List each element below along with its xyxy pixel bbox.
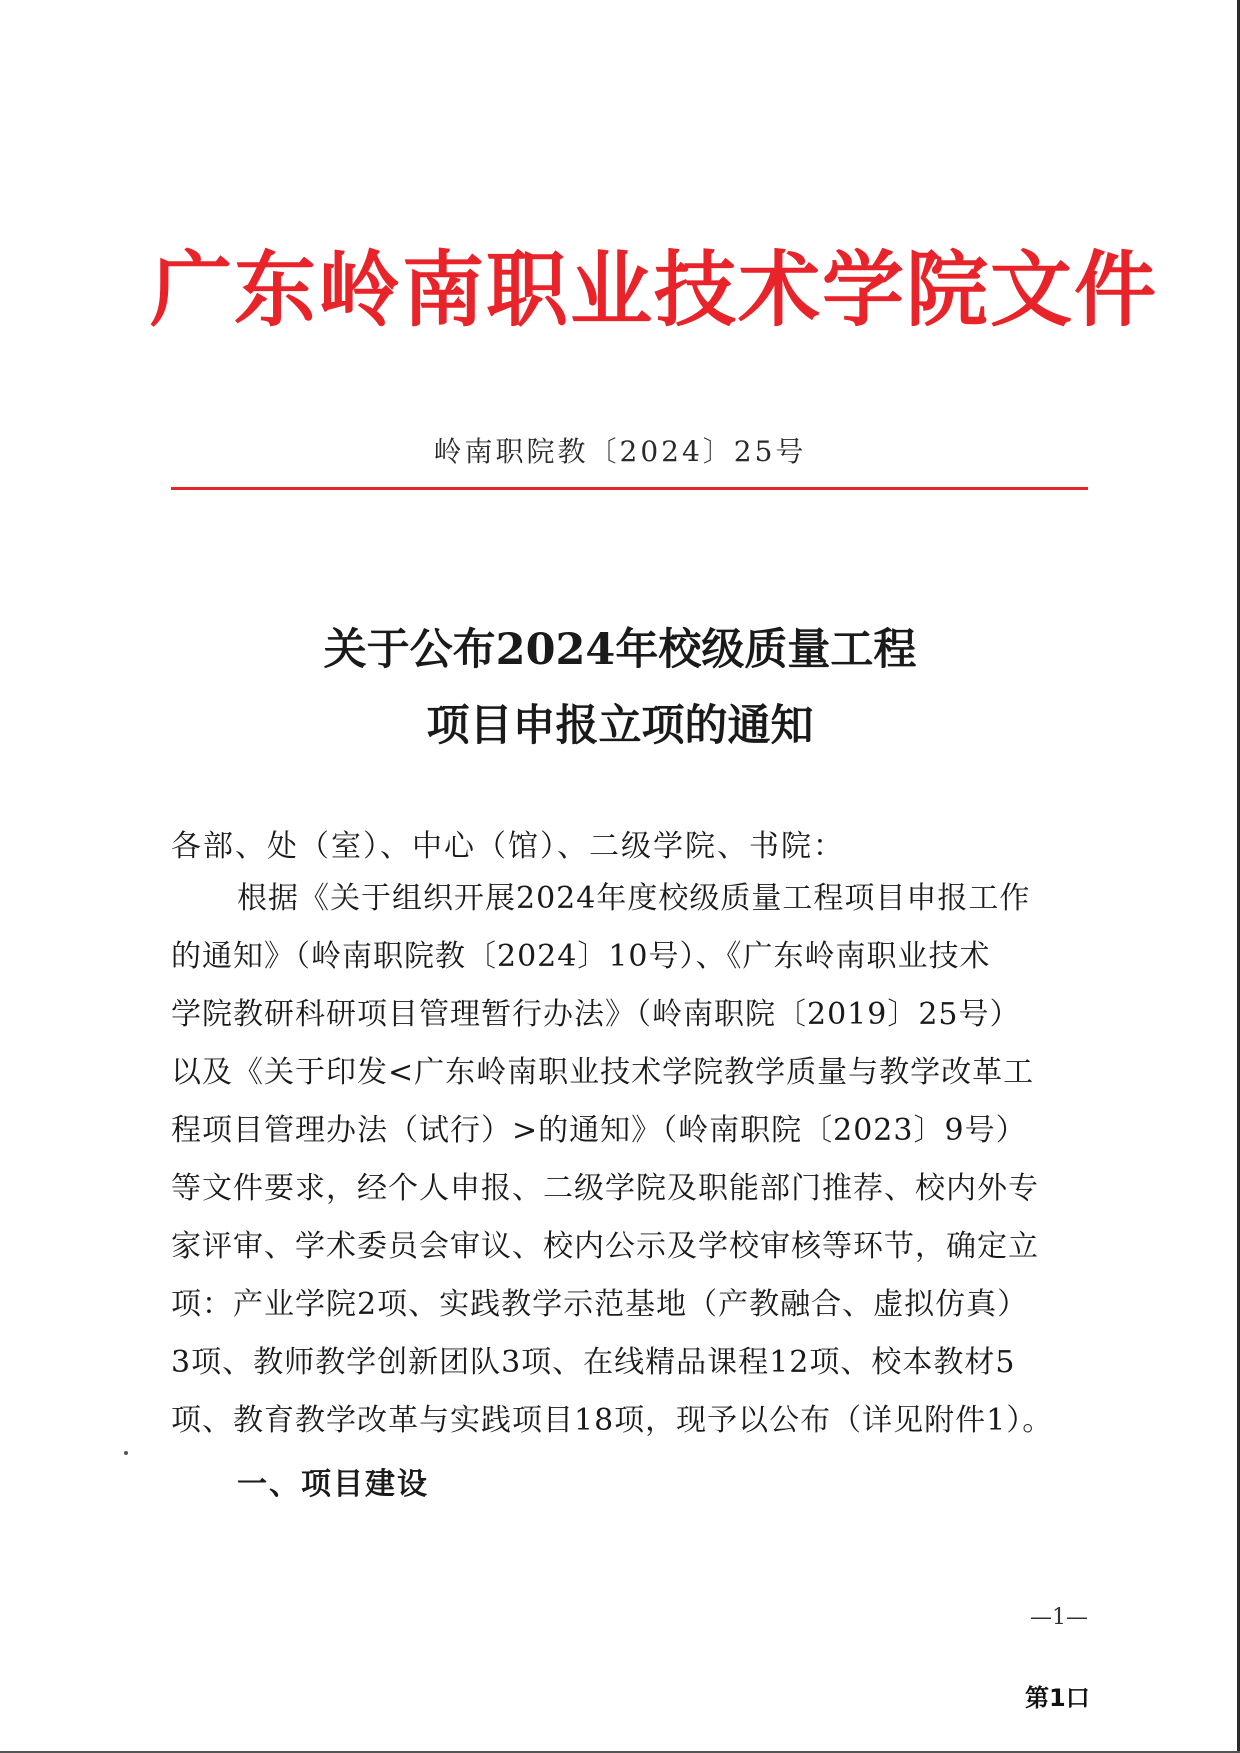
body-line: 家评审、学术委员会审议、校内公示及学校审核等环节，确定立 — [171, 1229, 1039, 1264]
body-line: 学院教研科研项目管理暂行办法》（岭南职院〔2019〕25号） — [171, 997, 1021, 1032]
body-paragraph — [171, 870, 1101, 1450]
page-number-marker: —1— — [1030, 1605, 1088, 1630]
scan-speck — [124, 1451, 128, 1455]
body-line: 的通知》（岭南职院教〔2024〕10号）、《广东岭南职业技术 — [171, 939, 991, 974]
body-line: 等文件要求，经个人申报、二级学院及职能部门推荐、校内外专 — [171, 1171, 1039, 1206]
body-line: 程项目管理办法（试行）>的通知》（岭南职院〔2023〕9号） — [171, 1113, 1027, 1148]
addressee: 各部、处（室）、中心（馆）、二级学院、书院： — [171, 829, 845, 864]
document-header-title: 广东岭南职业技术学院文件 — [150, 242, 1159, 338]
notice-title — [150, 612, 1090, 764]
page-counter: 第1口 — [1025, 1684, 1090, 1712]
body-line: 根据《关于组织开展2024年度校级质量工程项目申报工作 — [237, 881, 1031, 916]
header-divider — [171, 487, 1088, 490]
body-line: 3项、教师教学创新团队3项、在线精品课程12项、校本教材5 — [171, 1345, 1016, 1380]
body-line: 项：产业学院2项、实践教学示范基地（产教融合、虚拟仿真） — [171, 1287, 1029, 1322]
notice-title-line-1: 关于公布2024年校级质量工程 — [323, 625, 917, 675]
document-number: 岭南职院教〔2024〕25号 — [433, 435, 807, 468]
section-heading: 一、项目建设 — [237, 1467, 429, 1502]
body-line: 项、教育教学改革与实践项目18项，现予以公布（详见附件1）。 — [171, 1403, 1054, 1438]
notice-title-line-2: 项目申报立项的通知 — [426, 701, 814, 751]
body-line: 以及《关于印发<广东岭南职业技术学院教学质量与教学改革工 — [171, 1055, 1035, 1090]
